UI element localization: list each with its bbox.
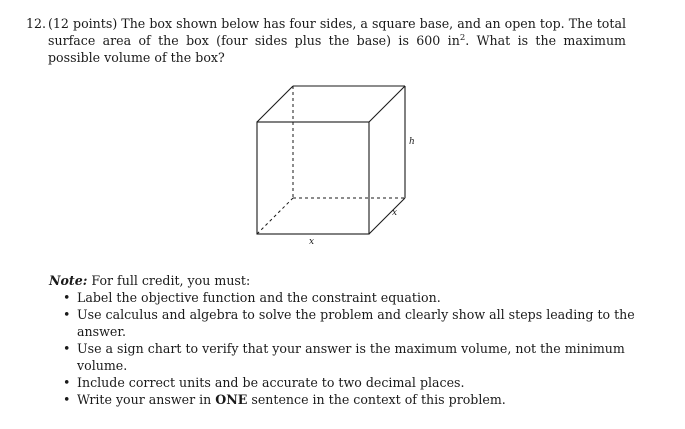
bullet: •	[63, 341, 71, 356]
problem-text-end: . What is the maximum possible volume of the box?	[48, 33, 626, 65]
requirement-item	[63, 289, 649, 306]
requirement-item	[63, 306, 649, 340]
box-top-left-edge	[257, 86, 293, 122]
requirement-item	[63, 340, 649, 374]
requirement-text-before: Write your answer in	[77, 392, 216, 407]
box-diagram	[245, 80, 420, 250]
requirement-text: Include correct units and be accurate to two decimal places.	[77, 375, 465, 390]
problem-text-main: (12 points) The box shown below has four sides, a square base, and an open top. The total surface area of the box (four sides plus the base) is 600 in	[48, 16, 626, 48]
requirement-emphasis: ONE	[215, 392, 248, 407]
box-diagram-svg	[245, 80, 420, 250]
requirement-text: Use calculus and algebra to solve the problem and clearly show all steps leading to the answer.	[77, 307, 635, 339]
problem-statement	[26, 15, 626, 66]
problem-text	[26, 15, 626, 66]
note-heading	[49, 272, 649, 289]
height-label: h	[409, 137, 415, 147]
exponent: 2	[459, 32, 466, 43]
requirement-item	[63, 391, 649, 408]
box-top-right-edge	[369, 86, 405, 122]
requirements-list	[49, 289, 649, 408]
width-label: x	[309, 237, 315, 247]
requirement-item	[63, 374, 649, 391]
box-bottom-right-edge	[369, 198, 405, 234]
requirement-text: Use a sign chart to verify that your answer is the maximum volume, not the minimum volume.	[77, 341, 625, 373]
bullet: •	[63, 290, 71, 305]
box-front-face	[257, 122, 369, 234]
note-label: Note:	[49, 273, 88, 288]
box-hidden-bottom-left-edge	[257, 198, 293, 234]
bullet: •	[63, 392, 71, 407]
bullet: •	[63, 307, 71, 322]
problem-number: 12.	[26, 16, 47, 31]
note-intro: For full credit, you must:	[87, 273, 251, 288]
note-section	[49, 272, 649, 408]
bullet: •	[63, 375, 71, 390]
requirement-text: Label the objective function and the constraint equation.	[77, 290, 441, 305]
depth-label: x	[392, 208, 398, 218]
requirement-text-after: sentence in the context of this problem.	[247, 392, 506, 407]
